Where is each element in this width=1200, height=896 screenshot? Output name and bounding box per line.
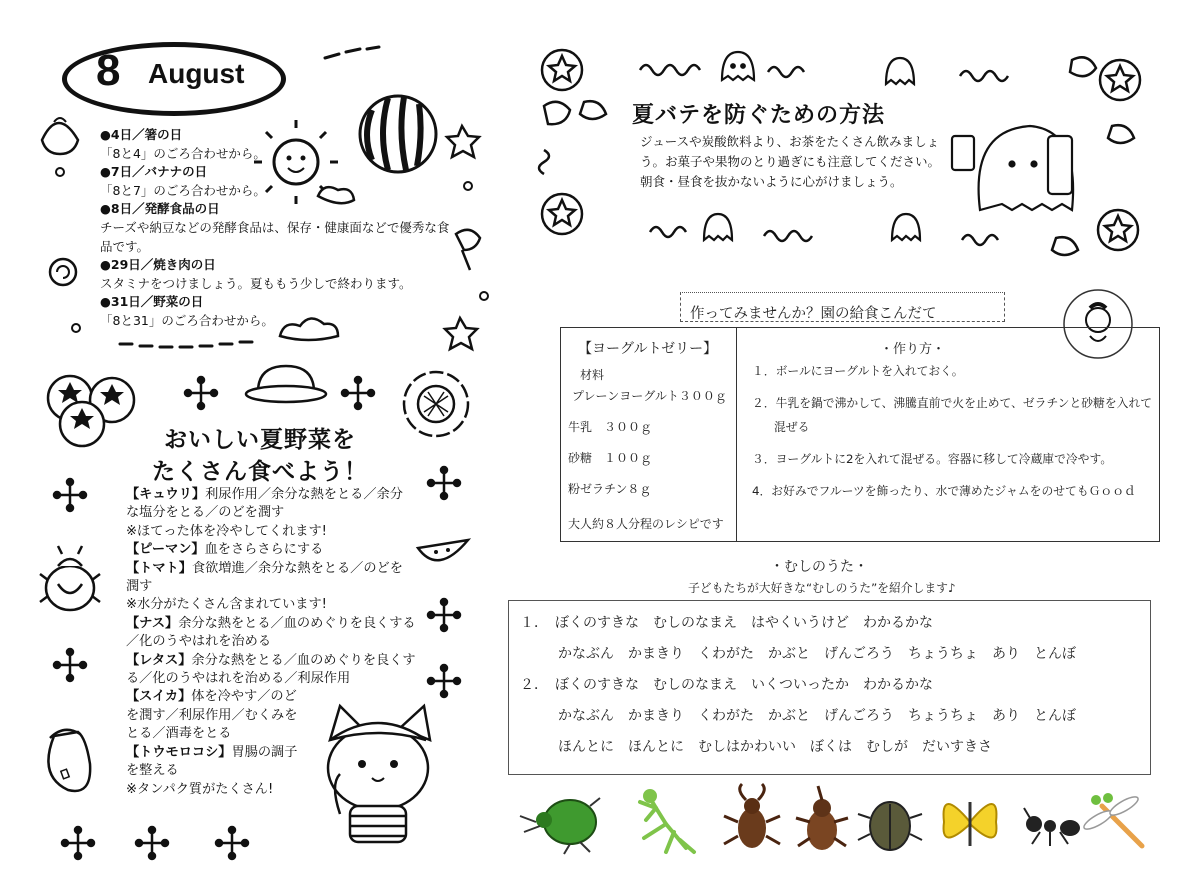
dragonfly-icon <box>1082 793 1142 846</box>
month-name: August <box>148 58 245 89</box>
song-line: ほんとに ほんとに むしはかわいい ぼくは むしが だいすきさ <box>558 739 992 755</box>
recipe-name: 【ヨーグルトゼリー】 <box>578 341 718 357</box>
ingredient-item: 砂糖 １００ｇ <box>568 451 653 465</box>
dumpling-icon <box>42 118 78 154</box>
song-line: ２． ぼくのすきな むしのなまえ いくついったか わかるかな <box>520 677 933 693</box>
vegetable-item: 【レタス】余分な熱をとる／血のめぐりを良くする／化のうやはれを治める／利尿作用 <box>126 652 416 687</box>
kanabun-beetle-icon <box>520 798 600 854</box>
recipe-step: 4．お好みでフルーツを飾ったり、水で薄めたジャムをのせてもＧｏｏｄ <box>752 484 1136 498</box>
ingredients-label: 材料 <box>580 368 605 382</box>
vegetable-item: 【キュウリ】利尿作用／余分な熱をとる／余分な塩分をとる／のどを潤す ※ほてった体を冷やしてくれます! <box>126 487 403 539</box>
song-line: かなぶん かまきり くわがた かぶと げんごろう ちょうちょ あり とんぼ <box>558 708 1076 724</box>
observance-days-list <box>100 126 450 331</box>
recipe-step: ２．牛乳を鍋で沸かして、沸騰直前で火を止めて、ゼラチンと砂糖を入れて <box>752 396 1153 410</box>
vegetable-item: 【スイカ】体を冷やす／のどを潤す／利尿作用／むくみをとる／酒毒をとる <box>126 689 298 742</box>
steps-heading: ・作り方・ <box>880 342 946 357</box>
ingredient-item: 牛乳 ３００ｇ <box>568 420 653 434</box>
recipe-step: ３．ヨーグルトに2を入れて混ぜる。容器に移して冷蔵庫で冷やす。 <box>752 452 1113 466</box>
beetle-icon <box>40 546 100 610</box>
song-heading: ・むしのうた・ <box>770 559 868 575</box>
day-item: ●7日／バナナの日 「8と7」のごろ合わせから。 <box>100 164 266 198</box>
song-line: １． ぼくのすきな むしのなまえ はやくいうけど わかるかな <box>520 615 933 631</box>
straw-hat-icon <box>246 366 326 402</box>
vegetable-item: 【ナス】余分な熱をとる／血のめぐりを良くする／化のうやはれを治める <box>126 615 416 650</box>
recipe-serving: 大人約８人分程のレシピです <box>568 517 724 531</box>
song-lyrics <box>520 612 1076 767</box>
vegetables-list <box>126 486 416 799</box>
diving-beetle-icon <box>858 802 922 850</box>
song-intro: 子どもたちが大好きな“むしのうた”を紹介します♪ <box>688 581 956 595</box>
recipe-steps <box>752 362 1157 510</box>
butterfly-icon <box>944 802 997 846</box>
month-number: 8 <box>96 46 121 95</box>
recipe-ingredients <box>568 338 733 544</box>
ingredient-item: 粉ゼラチン８ｇ <box>568 482 652 496</box>
ant-icon <box>1024 808 1080 846</box>
day-item: ●31日／野菜の日 「8と31」のごろ合わせから。 <box>100 294 274 328</box>
stag-beetle-icon <box>724 784 780 848</box>
fatigue-title: 夏バテを防ぐための方法 <box>632 103 886 128</box>
recipe-divider <box>736 327 737 542</box>
day-item: ●29日／焼き肉の日 スタミナをつけましょう。夏ももう少しで終わります。 <box>100 257 412 291</box>
recipe-step-cont: 混ぜる <box>774 420 810 434</box>
eggplant-icon <box>48 730 90 791</box>
watermelon-slice-icon <box>418 540 468 560</box>
star-icon <box>447 126 479 157</box>
mantis-icon <box>640 791 694 852</box>
insects-row <box>510 782 1150 862</box>
song-line: かなぶん かまきり くわがた かぶと げんごろう ちょうちょ あり とんぼ <box>558 646 1076 662</box>
vegetables-heading: おいしい夏野菜を たくさん食べよう！ <box>152 427 368 485</box>
vegetable-item: 【ピーマン】血をさらさらにする <box>126 542 324 558</box>
day-item: ●4日／箸の日 「8と4」のごろ合わせから。 <box>100 127 266 161</box>
snail-icon <box>50 259 76 285</box>
ice-cream-icon <box>456 230 480 270</box>
vegetable-item: 【トマト】食欲増進／余分な熱をとる／のどを潤す ※水分がたくさん含まれています! <box>126 560 403 613</box>
recipe-step: １．ボールにヨーグルトを入れておく。 <box>752 364 964 378</box>
ingredient-item: プレーンヨーグルト３００ｇ <box>572 389 727 403</box>
vegetable-item: 【トウモロコシ】胃腸の調子を整える ※タンパク質がたくさん! <box>126 744 298 797</box>
recipe-banner-text: 作ってみませんか？園の給食こんだて <box>690 306 937 322</box>
day-item: ●8日／発酵食品の日 チーズや納豆などの発酵食品は、保存・健康面などで優秀な食品です。 <box>100 201 450 254</box>
fatigue-text: ジュースや炭酸飲料より、お茶をたくさん飲みましょう。お菓子や果物のとり過ぎにも注意してください。朝食・昼食を抜かないように心がけましょう。 <box>640 134 941 189</box>
sunflower-icon <box>404 372 468 436</box>
rhinoceros-beetle-icon <box>796 786 848 850</box>
